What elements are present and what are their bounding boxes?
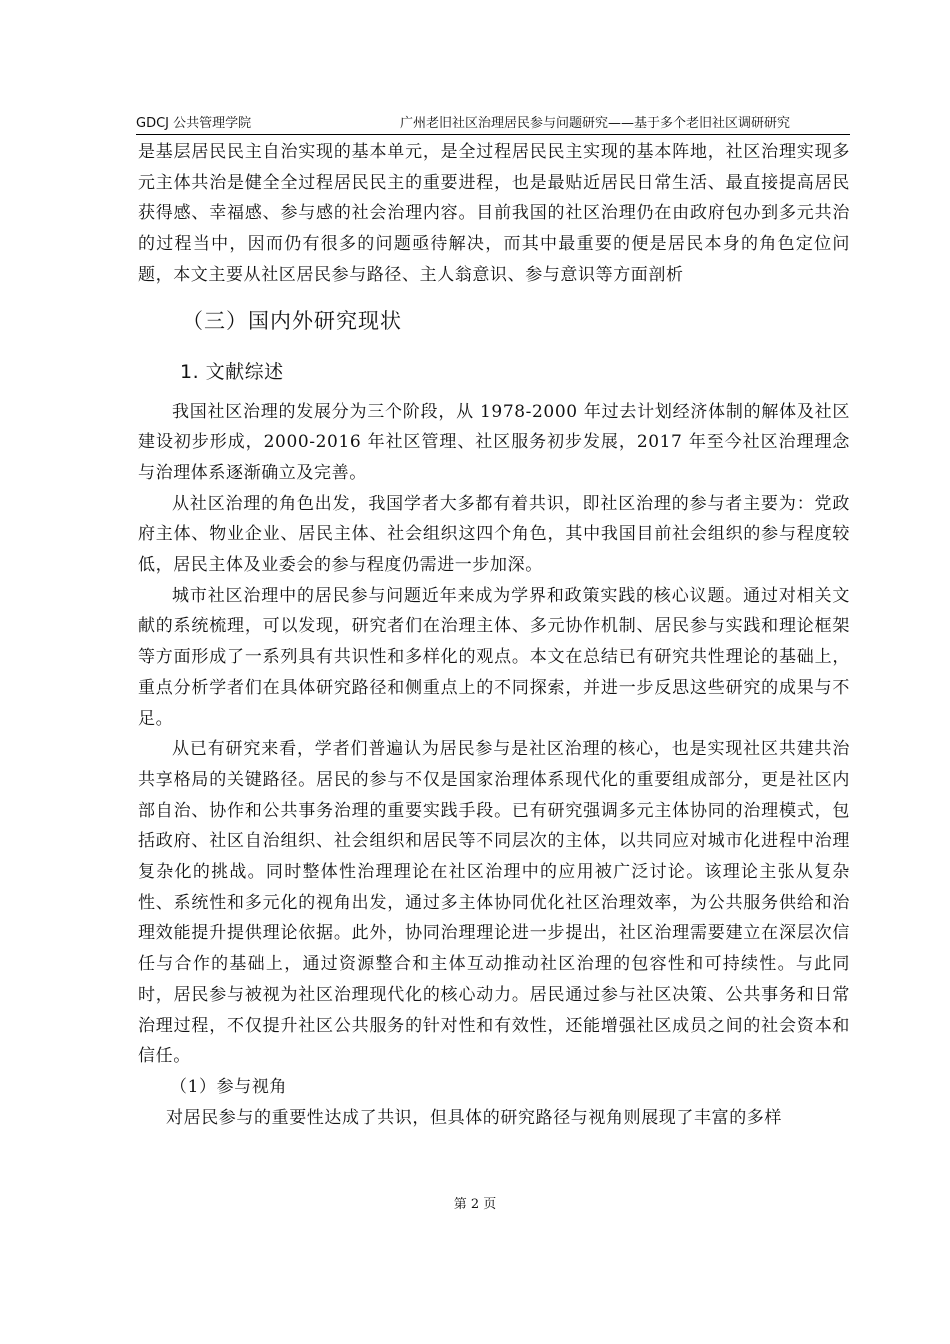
subsection-heading: 1. 文献综述 xyxy=(180,360,284,383)
paragraph-consensus: 从已有研究来看，学者们普遍认为居民参与是社区治理的核心，也是实现社区共建共治共享格局的关键路径。居民的参与不仅是国家治理体系现代化的重要组成部分，更是社区内部自治、协作和公共事务治理的重要实践手段。已有研究强调多元主体协同的治理模式，包括政府、社区自治组织、社会组织和居民等不同层次的主体，以共同应对城市化进程中治理复杂化的挑战。同时整体性治理理论在社区治理中的应用被广泛讨论。该理论主张从复杂性、系统性和多元化的视角出发，通过多主体协同优化社区治理效率，为公共服务供给和治理效能提升提供理论依据。此外，协同治理理论进一步提出，社区治理需要建立在深层次信任与合作的基础上，通过资源整合和主体互动推动社区治理的包容性和可持续性。与此同时，居民参与被视为社区治理现代化的核心动力。居民通过参与社区决策、公共事务和日常治理过程，不仅提升社区公共服务的针对性和有效性，还能增强社区成员之间的社会资本和信任。 xyxy=(138,739,850,1067)
section-heading: （三）国内外研究现状 xyxy=(182,308,402,333)
header-paper-title: 广州老旧社区治理居民参与问题研究——基于多个老旧社区调研研究 xyxy=(399,116,790,131)
sub-heading-perspective: （1）参与视角 xyxy=(170,1076,288,1097)
page-header xyxy=(136,116,850,135)
document-body xyxy=(138,137,850,1133)
paragraph-stages: 我国社区治理的发展分为三个阶段，从 1978-2000 年过去计划经济体制的解体及社区建设初步形成，2000-2016 年社区管理、社区服务初步发展，2017 年至今社区治理理念与治理体系逐渐确立及完善。 xyxy=(138,401,850,483)
page-number: 第 2 页 xyxy=(453,1197,497,1212)
paragraph-roles: 从社区治理的角色出发，我国学者大多都有着共识，即社区治理的参与者主要为：党政府主体、物业企业、居民主体、社会组织这四个角色，其中我国目前社会组织的参与程度较低，居民主体及业委会的参与程度仍需进一步加深。 xyxy=(138,493,850,576)
intro-paragraph: 是基层居民民主自治实现的基本单元，是全过程居民民主实现的基本阵地，社区治理实现多元主体共治是健全全过程居民民主的重要进程，也是最贴近居民日常生活、最直接提高居民获得感、幸福感、参与感的社会治理内容。目前我国的社区治理仍在由政府包办到多元共治的过程当中，因而仍有很多的问题亟待解决，而其中最重要的便是居民本身的角色定位问题，本文主要从社区居民参与路径、主人翁意识、参与意识等方面剖析 xyxy=(138,142,850,285)
paragraph-perspective: 对居民参与的重要性达成了共识，但具体的研究路径与视角则展现了丰富的多样 xyxy=(166,1107,782,1128)
paragraph-literature: 城市社区治理中的居民参与问题近年来成为学界和政策实践的核心议题。通过对相关文献的系统梳理，可以发现，研究者们在治理主体、多元协作机制、居民参与实践和理论框架等方面形成了一系列具有共识性和多样化的观点。本文在总结已有研究共性理论的基础上，重点分析学者们在具体研究路径和侧重点上的不同探索，并进一步反思这些研究的成果与不足。 xyxy=(138,585,850,729)
header-institution: GDCJ 公共管理学院 xyxy=(136,116,252,131)
